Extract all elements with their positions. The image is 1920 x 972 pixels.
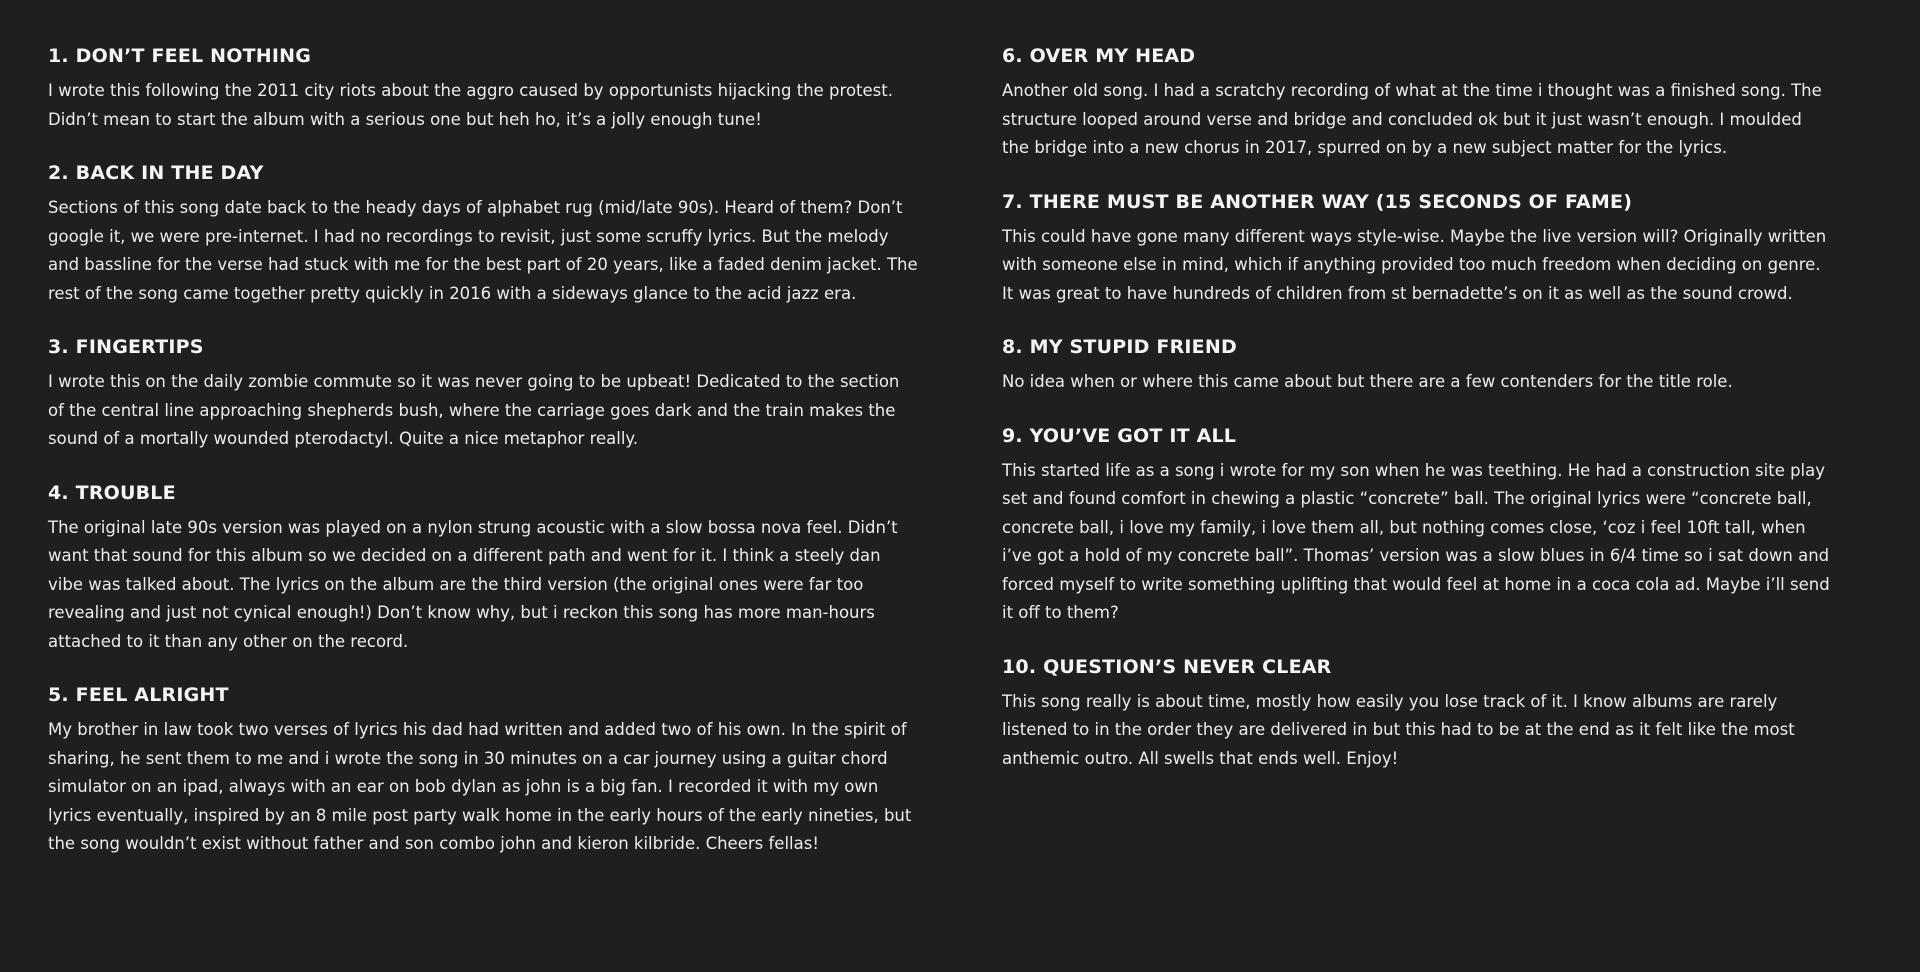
song-description: The original late 90s version was played on a nylon strung acoustic with a slow bossa nova feel. Didn’t want that sound for this album so we decided on a different path and went for it. I think a steely dan vibe was talked about. The lyrics on the album are the third version (the original ones were far too revealing and just not cynical enough!) Don’t know why, but i reckon this song has more man-hours attached to it than any other on the record. [48,517,898,651]
left-column [48,44,918,972]
song-entry-4 [48,481,918,657]
song-entry-2 [48,161,918,308]
song-entry-10 [1002,655,1832,774]
song-entry-6 [1002,44,1832,163]
song-entry-5 [48,683,918,859]
song-title: 8. MY STUPID FRIEND [1002,336,1237,358]
song-entry-3 [48,335,918,454]
song-description: Another old song. I had a scratchy recording of what at the time i thought was a finished song. The structure looped around verse and bridge and concluded ok but it just wasn’t enough. I moulded the bridge into a new chorus in 2017, spurred on by a new subject matter for the lyrics. [1002,81,1822,157]
song-description: No idea when or where this came about but there are a few contenders for the title role. [1002,372,1733,391]
song-entry-1 [48,44,918,134]
song-entry-9 [1002,424,1832,628]
song-entry-7 [1002,190,1832,309]
song-description: I wrote this on the daily zombie commute so it was never going to be upbeat! Dedicated to the section of the central line approaching shepherds bush, where the carriage goes dark and the train makes the sound of a mortally wounded pterodactyl. Quite a nice metaphor really. [48,372,900,448]
song-description: This started life as a song i wrote for my son when he was teething. He had a construction site play set and found comfort in chewing a plastic “concrete” ball. The original lyrics were “concrete ball, concrete ball, i love my family, i love them all, but nothing comes close, ‘coz i feel 10ft tall, when i’ve got a hold of my concrete ball”. Thomas’ version was a slow blues in 6/4 time so i sat down and forced myself to write something uplifting that would feel at home in a coca cola ad. Maybe i’ll send it off to them? [1002,460,1830,622]
song-description: This could have gone many different ways style-wise. Maybe the live version will? Originally written with someone else in mind, which if anything provided too much freedom when deciding on genre. It was great to have hundreds of children from st bernadette’s on it as well as the sound crowd. [1002,226,1827,303]
song-entry-8 [1002,335,1832,397]
song-title: 10. QUESTION’S NEVER CLEAR [1002,655,1332,678]
song-description: I wrote this following the 2011 city riots about the aggro caused by opportunists hijacking the protest. Didn’t mean to start the album with a serious one but heh ho, it’s a jolly enough tune! [48,81,893,129]
song-title: 3. FINGERTIPS [48,336,204,358]
song-description: Sections of this song date back to the heady days of alphabet rug (mid/late 90s). Heard of them? Don’t google it, we were pre-internet. I had no recordings to revisit, just some scruffy lyrics. But the melody and bassline for the verse had stuck with me for the best part of 20 years, like a faded denim jacket. The rest of the song came together pretty quickly in 2016 with a sideways glance to the acid jazz era. [48,198,918,303]
song-description: My brother in law took two verses of lyrics his dad had written and added two of his own. In the spirit of sharing, he sent them to me and i wrote the song in 30 minutes on a car journey using a guitar chord simulator on an ipad, always with an ear on bob dylan as john is a big fan. I recorded it with my own lyrics eventually, inspired by an 8 mile post party walk home in the early hours of the early nineties, but the song wouldn’t exist without father and son combo john and kieron kilbride. Cheers fellas! [48,720,912,853]
song-title: 2. BACK IN THE DAY [48,162,264,184]
right-column [1002,44,1832,972]
song-title: 9. YOU’VE GOT IT ALL [1002,424,1237,447]
song-title: 7. THERE MUST BE ANOTHER WAY (15 SECONDS OF FAME) [1002,190,1633,213]
song-title: 6. OVER MY HEAD [1002,45,1196,67]
song-title: 4. TROUBLE [48,481,176,504]
song-description: This song really is about time, mostly how easily you lose track of it. I know albums are rarely listened to in the order they are delivered in but this had to be at the end as it felt like the most anthemic outro. All swells that ends well. Enjoy! [1002,691,1795,768]
song-title: 5. FEEL ALRIGHT [48,684,229,706]
song-title: 1. DON’T FEEL NOTHING [48,45,312,67]
